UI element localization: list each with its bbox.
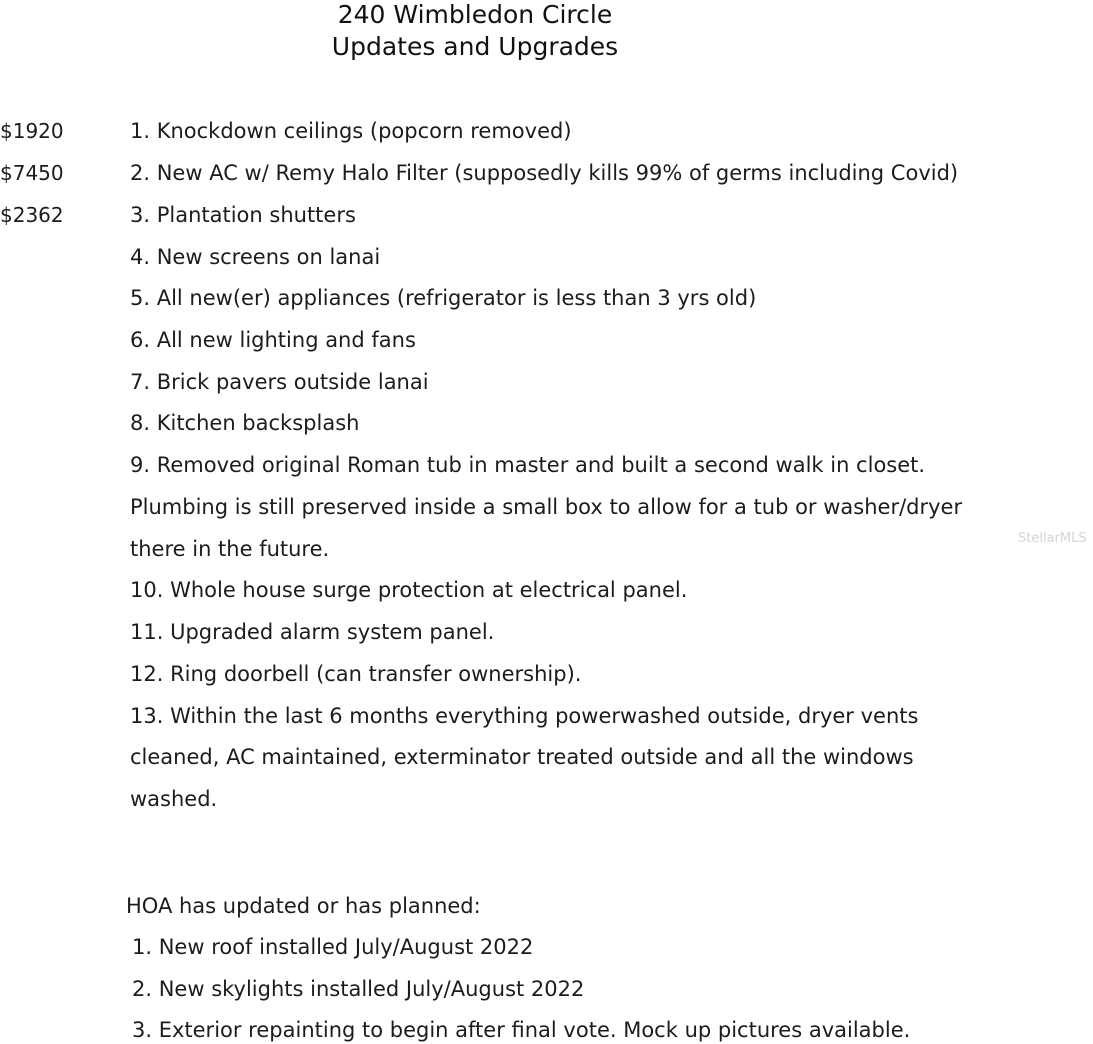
upgrade-item-continued: washed. — [130, 787, 218, 811]
upgrade-item: 8. Kitchen backsplash — [130, 411, 360, 435]
upgrade-item: 6. All new lighting and fans — [130, 328, 416, 352]
upgrade-item: 2. New AC w/ Remy Halo Filter (supposedly kills 99% of germs including Covid) — [130, 161, 959, 185]
upgrade-item: 3. Plantation shutters — [130, 203, 356, 227]
document-title: 240 Wimbledon Circle — [337, 0, 613, 29]
upgrade-item-continued: there in the future. — [130, 537, 330, 561]
hoa-heading: HOA has updated or has planned: — [126, 894, 481, 918]
upgrade-item-continued: Plumbing is still preserved inside a small box to allow for a tub or washer/dryer — [130, 495, 963, 519]
upgrade-item: 5. All new(er) appliances (refrigerator is less than 3 yrs old) — [130, 286, 757, 310]
upgrade-item: 13. Within the last 6 months everything powerwashed outside, dryer vents — [130, 704, 919, 728]
hoa-item: 3. Exterior repainting to begin after final vote. Mock up pictures available. — [132, 1018, 911, 1042]
upgrade-item-continued: cleaned, AC maintained, exterminator treated outside and all the windows — [130, 745, 914, 769]
cost-item: $7450 — [0, 161, 64, 185]
upgrade-item: 1. Knockdown ceilings (popcorn removed) — [130, 119, 572, 143]
upgrade-item: 11. Upgraded alarm system panel. — [130, 620, 495, 644]
upgrade-item: 9. Removed original Roman tub in master and built a second walk in closet. — [130, 453, 926, 477]
upgrade-item: 7. Brick pavers outside lanai — [130, 370, 429, 394]
upgrade-item: 12. Ring doorbell (can transfer ownership). — [130, 662, 582, 686]
hoa-item: 1. New roof installed July/August 2022 — [132, 935, 534, 959]
hoa-item: 2. New skylights installed July/August 2022 — [132, 977, 585, 1001]
cost-item: $1920 — [0, 119, 64, 143]
watermark-text: StellarMLS — [1018, 531, 1087, 546]
document-subtitle: Updates and Upgrades — [331, 32, 619, 61]
cost-item: $2362 — [0, 203, 64, 227]
upgrade-item: 4. New screens on lanai — [130, 245, 381, 269]
upgrade-item: 10. Whole house surge protection at electrical panel. — [130, 578, 688, 602]
